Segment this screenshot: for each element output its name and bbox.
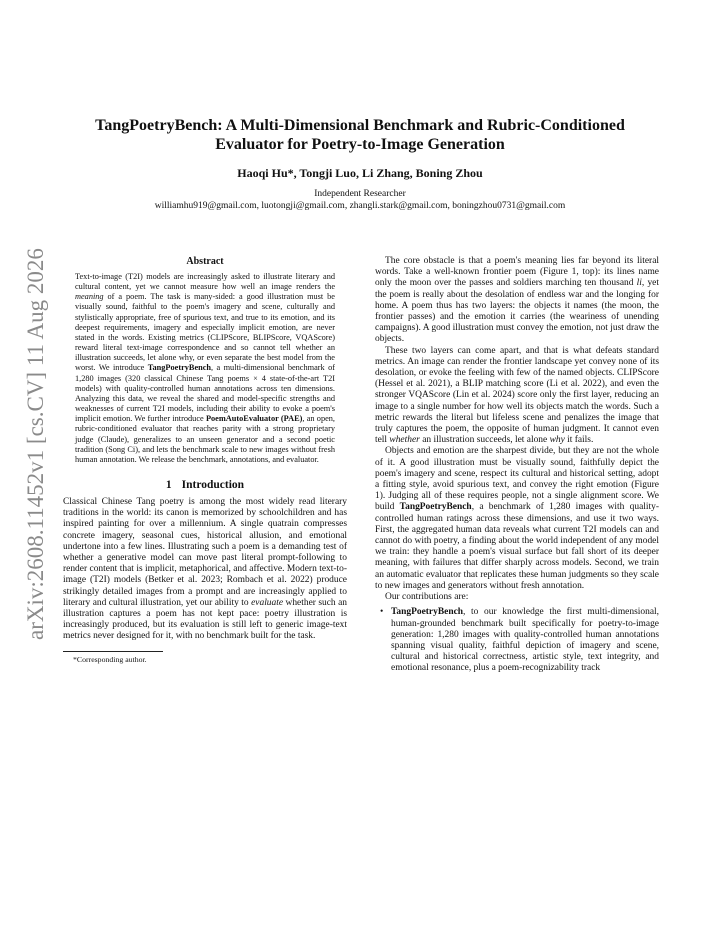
right-column [375, 256, 659, 675]
intro-paragraph-1: Classical Chinese Tang poetry is among the most widely read literary traditions in the world: its canon is memorized by schoolchildren and has inspired painting for over a millennium. A single quatrain compresses concrete imagery, seasonal cues, historical allusion, and emotional undertone into a few lines. Illustrating such a poem is a demanding test of whether a generative model can move past literal prompt-following to render content that is implicit, metaphorical, and affective. Modern text-to-image (T2I) models (Betker et al. 2023; Rombach et al. 2022) produce strikingly detailed images from a prompt and are increasingly applied to literary and cultural illustration, yet our ability to evaluate whether such an illustration captures a poem has not kept pace: poetry illustration is increasingly produced, but its evaluation is still left to generic image-text metrics never designed for it, with no benchmark built for the task. [63, 496, 348, 642]
section-number: 1 [165, 478, 172, 491]
affiliation: Independent Researcher [314, 189, 406, 199]
abstract-heading: Abstract [186, 256, 224, 267]
section-heading-introduction [63, 479, 347, 491]
footnote-divider [63, 651, 163, 652]
author-emails: williamhu919@gmail.com, luotongji@gmail.com, zhangli.stark@gmail.com, boningzhou0731@gmail.com [154, 201, 566, 211]
arxiv-stamp-text: arXiv:2608.11452v1 [cs.CV] 11 Aug 2026 [23, 248, 48, 640]
paper-title [60, 116, 660, 154]
intro-paragraph-2: The core obstacle is that a poem's meaning lies far beyond its literal words. Take a well-known frontier poem (Figure 1, top): its lines name only the moon over the passes and soldiers marching ten thousand li, yet the poem is really about the desolation of endless war and the longing for home. A poem thus has two layers: the objects it names (the moon, the frontier passes) and the emotion it carries (the weariness of unending campaigns). A good illustration must convey the emotion, not just draw the objects. [375, 256, 659, 345]
title-line-1: TangPoetryBench: A Multi-Dimensional Benchmark and Rubric-Conditioned [95, 117, 625, 134]
intro-paragraph-4: Objects and emotion are the sharpest divide, but they are not the whole of it. A good illustration must be visually sound, faithfully depict the poem's imagery and scene, respect its cultural and historical setting, adopt a fitting style, avoid spurious text, and convey the right emotion (Figure 1). Judging all of these requires people, not a single alignment score. We build TangPoetryBench, a benchmark of 1,280 images with quality-controlled human ratings across these dimensions, and use it two ways. First, the aggregated human data reveals what current T2I models can and cannot do with poetry, a finding about the world independent of any model we train: they handle a poem's visual surface but fall short of its deeper meaning, with failures that differ sharply across models. Second, we train an automatic evaluator that replicates these human judgments so they scale to new images and generators without fresh annotation. [375, 446, 659, 591]
list-item: • TangPoetryBench, to our knowledge the first multi-dimensional, human-grounded benchmark built specifically for poetry-to-image generation: 1,280 images with quality-controlled human annotations spanning visual quality, faithful depiction of imagery and scene, cultural and historical correctness, artistic style, text integrity, and emotional resonance, plus a poem-recognizability track [380, 607, 659, 674]
arxiv-stamp [23, 248, 48, 640]
footnote: *Corresponding author. [73, 654, 147, 664]
title-line-2: Evaluator for Poetry-to-Image Generation [215, 136, 505, 153]
author-list: Haoqi Hu*, Tongji Luo, Li Zhang, Boning Zhou [237, 166, 483, 180]
abstract-text: Text-to-image (T2I) models are increasingly asked to illustrate literary and cultural content, yet we cannot measure how well an image renders the meaning of a poem. The task is many-sided: a good illustration must be visually sound, faithful to the poem's imagery and scene, culturally and stylistically appropriate, free of spurious text, and true to its emotion, and its deepest requirements, imagery and especially implicit emotion, are never stated in the words. Existing metrics (CLIPScore, BLIPScore, VQAScore) reward literal text-image correspondence and so cannot tell whether an illustration succeeds, let alone why, or even separate the best model from the worst. We introduce TangPoetryBench, a multi-dimensional benchmark of 1,280 images (320 classical Chinese Tang poems × 4 state-of-the-art T2I models) with quality-controlled human annotations across ten dimensions. Analyzing this data, we reveal the shared and model-specific strengths and weaknesses of current T2I models, including their ability to evoke a poem's implicit emotion. We further introduce PoemAutoEvaluator (PAE), an open, rubric-conditioned evaluator that reaches parity with a strong proprietary judge (Claude), generalizes to an unseen generator and a second poetic tradition (Song Ci), and lets the benchmark scale to new images without fresh human annotation. We release the benchmark, annotations, and evaluator. [75, 272, 336, 464]
contributions-lead: Our contributions are: [385, 592, 469, 603]
affiliation-block [60, 188, 660, 212]
left-column [63, 256, 347, 665]
contributions-list [375, 607, 659, 674]
bullet-marker: • [380, 607, 384, 618]
intro-paragraph-3: These two layers can come apart, and that is what defeats standard metrics. An image can render the frontier landscape yet convey none of its desolation, or evoke the feeling with few of the named objects. CLIPScore (Hessel et al. 2021), a BLIP matching score (Li et al. 2022), and even the stronger VQAScore (Lin et al. 2024) score only the first layer, reducing an image to a single number for how well its objects match the words. Such a metric rewards the literal but lifeless scene and penalizes the image that truly captures the poem, the opposite of human judgment. It cannot even tell whether an illustration succeeds, let alone why it fails. [375, 345, 659, 446]
section-title: Introduction [181, 478, 245, 491]
